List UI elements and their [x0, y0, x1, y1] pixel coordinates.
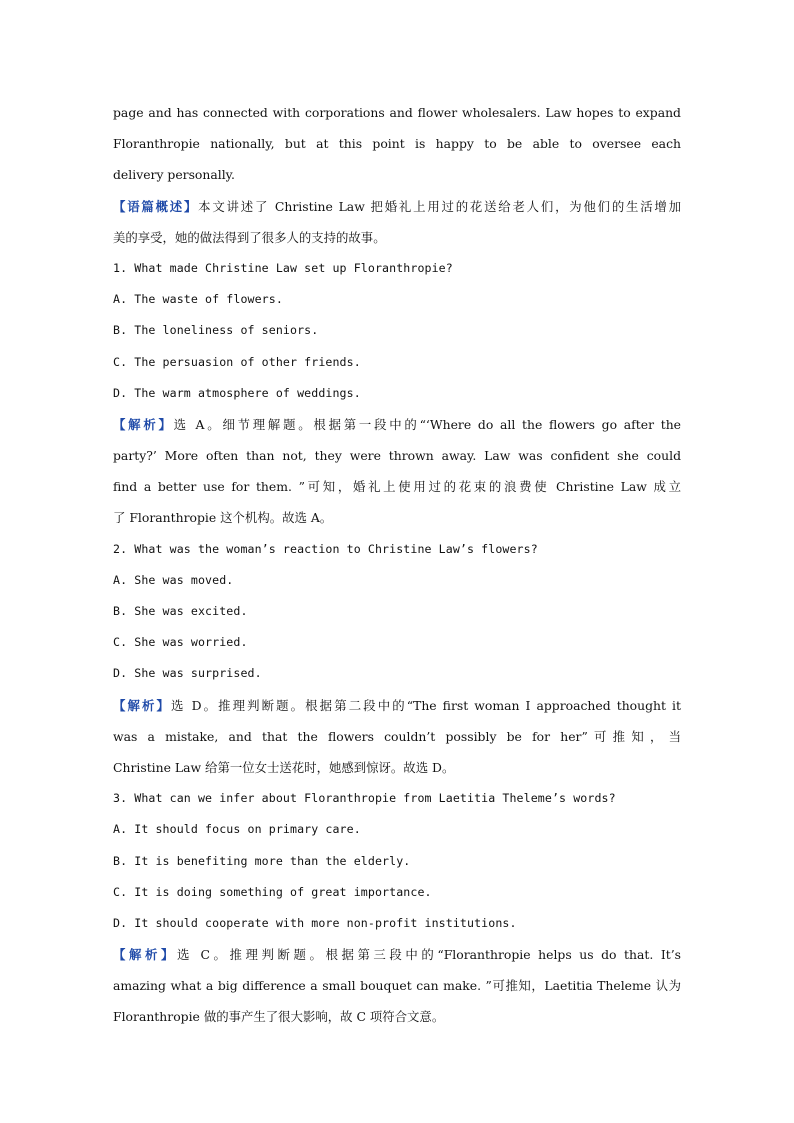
analysis-tag: 【解析】: [113, 416, 174, 432]
option-a: A. She was moved.: [113, 572, 234, 587]
analysis-line: Christine Law 给第一位女士送花时，她感到惊讶。故选 D。: [113, 759, 455, 775]
option-b: B. It is benefiting more than the elderly.: [113, 853, 411, 868]
analysis-line: amazing what a big difference a small bouquet can make. ”可推知，Laetitia Theleme 认为: [113, 978, 681, 994]
analysis-line: 了 Floranthropie 这个机构。故选 A。: [113, 510, 333, 526]
option-a: A. It should focus on primary care.: [113, 822, 361, 837]
question-stem: 1. What made Christine Law set up Floranthropie?: [113, 260, 453, 275]
option-b: B. The loneliness of seniors.: [113, 323, 319, 338]
analysis-text: 选 A。细节理解题。根据第一段中的“‘Where do all the flowers go after the: [173, 416, 681, 432]
analysis-text: 选 C。推理判断题。根据第三段中的“Floranthropie helps us do that. It’s: [176, 947, 681, 963]
document-page: [113, 97, 681, 1033]
option-c: C. The persuasion of other friends.: [113, 354, 361, 369]
analysis-line: [113, 939, 681, 970]
option-d: D. The warm atmosphere of weddings.: [113, 385, 361, 400]
analysis-text: 选 D。推理判断题。根据第二段中的“The first woman I approached thought it: [171, 697, 681, 713]
option-d: D. She was surprised.: [113, 666, 262, 681]
option-b: B. She was excited.: [113, 604, 248, 618]
summary-line: 美的享受，她的做法得到了很多人的支持的故事。: [113, 229, 386, 245]
summary-text: 本文讲述了 Christine Law 把婚礼上用过的花送给老人们，为他们的生活增加: [198, 198, 681, 214]
option-c: C. She was worried.: [113, 635, 248, 650]
option-a: A. The waste of flowers.: [113, 292, 283, 307]
analysis-line: was a mistake, and that the flowers couldn’t possibly be for her”可推知，当: [113, 728, 681, 744]
summary-line: [113, 191, 681, 222]
option-d: D. It should cooperate with more non-profit institutions.: [113, 915, 517, 930]
question-stem: 3. What can we infer about Floranthropie from Laetitia Theleme’s words?: [113, 791, 616, 806]
option-c: C. It is doing something of great importance.: [113, 884, 432, 899]
text-line: Floranthropie nationally, but at this point is happy to be able to oversee each: [113, 136, 681, 152]
analysis-tag: 【解析】: [113, 697, 172, 713]
question-stem: 2. What was the woman’s reaction to Christine Law’s flowers?: [113, 541, 538, 556]
analysis-line: [113, 690, 681, 721]
analysis-line: Floranthropie 做的事产生了很大影响，故 C 项符合文意。: [113, 1009, 445, 1025]
analysis-tag: 【解析】: [113, 947, 177, 963]
analysis-line: find a better use for them. ”可知，婚礼上使用过的花束的浪费使 Christine Law 成立: [113, 479, 681, 495]
text-line: delivery personally.: [113, 167, 235, 183]
analysis-line: party?’ More often than not, they were thrown away. Law was confident she could: [113, 448, 681, 464]
text-line: page and has connected with corporations and flower wholesalers. Law hopes to expand: [113, 105, 681, 120]
analysis-line: [113, 409, 681, 440]
summary-tag: 【语篇概述】: [113, 198, 199, 214]
